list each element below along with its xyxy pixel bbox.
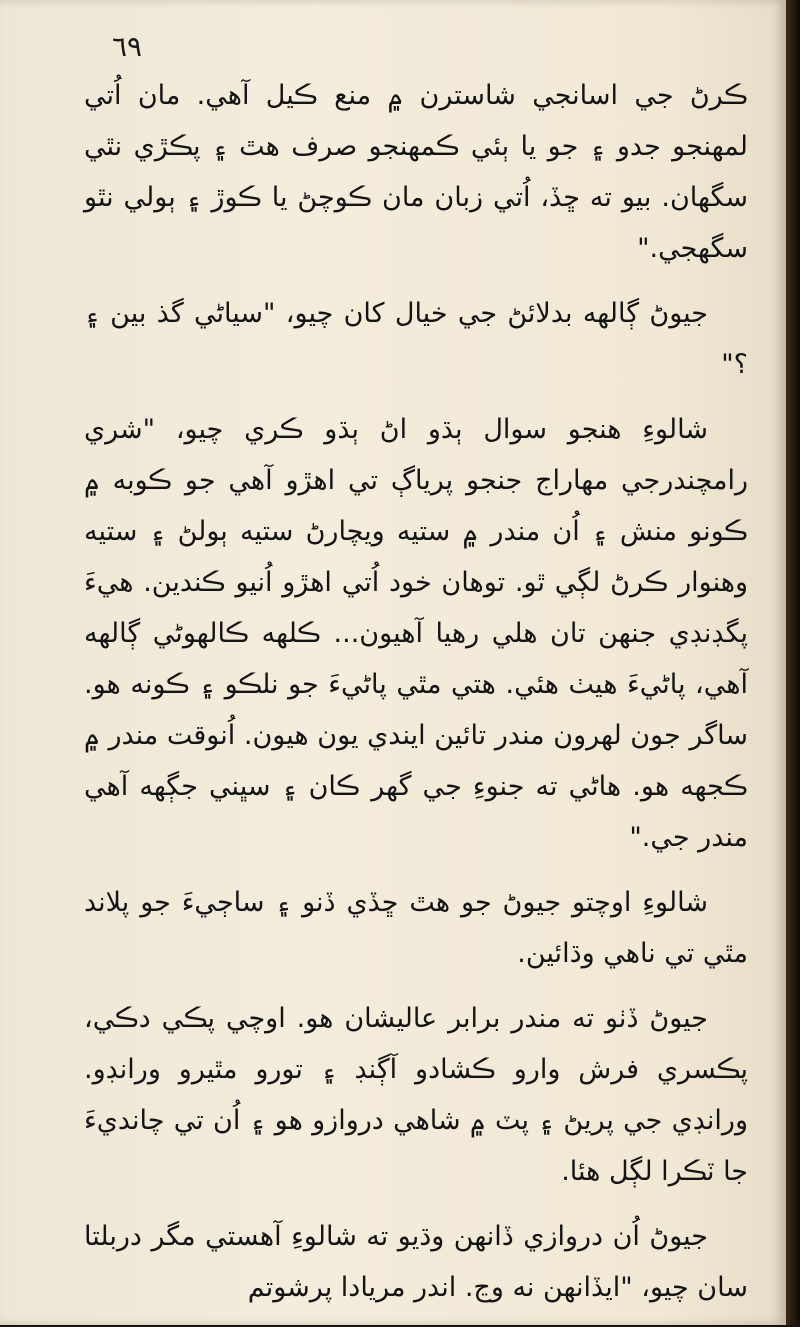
page-number: ٦٩: [112, 30, 143, 63]
paragraph-2: جيوڻ ڳالهه بدلائڻ جي خيال کان چيو، "سياڻي گذ بين ۽ ؟": [84, 298, 748, 380]
paragraph-5: جيوڻ ڏٺو ته مندر برابر عاليشان هو. اوچي پڪي دڪي، پڪسري فرش وارو ڪشادو آڳنڊ ۽ تورو مٿيرو ورانڊو. ورانڊي جي پريڻ ۽ پٽ ۾ شاهي دروازو هو ۽ اُن تي چانديءَ جا ٽڪرا لڳل هئا.: [84, 1003, 748, 1187]
paragraph-1: ڪرڻ جي اسانجي شاسترن ۾ منع ڪيل آهي. مان اُتي لمهنجو جدو ۽ جو يا ٻئي ڪمهنجو صرف هٿ ۽ پڪڙي نٿي سگهان. بيو ته ڇڏ، اُتي زبان مان ڪوچڻ يا ڪوڙ ۽ ٻولي نٿو سگهجي.": [84, 80, 748, 264]
paragraph-6: جيوڻ اُن دروازي ڏانهن وڌيو ته شالوءِ آهستي مگر دربلتا سان چيو، "ايڏانهن نه وڃ. اندر مريادا پرشوتم: [84, 1221, 748, 1303]
paragraph-4: شالوءِ اوچتو جيوڻ جو هٿ ڇڏي ڏنو ۽ ساڄيءَ جو پلاند مٿي تي ناهي وڌائين.: [84, 887, 748, 969]
body-text: [84, 70, 748, 1327]
paragraph-3: شالوءِ هنجو سوال ٻڌو اڻ ٻڌو ڪري چيو، "شري رامچندرجي مهاراج جنجو پرياڳ تي اهڙو آهي جو ڪوبه ۾ ڪونو منش ۽ اُن مندر ۾ ستيه ويچارڻ ستيه ٻولڻ ۽ ستيه وهنوار ڪرڻ لڳي ٿو. توهان خود اُتي اهڙو اُنيو ڪندين. هيءَ پگڊنڊي جنهن تان هلي رهيا آهيون... ڪلهه ڪالهوڻي ڳالهه آهي، پاڻيءَ هيٺ هئي. هتي مٿي پاڻيءَ جو نلڪو ۽ ڪونه هو. ساگر جون لهرون مندر تائين ايندي يون هيون. اُنوقت مندر ۾ ڪجهه هو. هاڻي ته جنوءِ جي گهر ڪان ۽ سڀني جڳهه آهي مندر جي.": [84, 414, 748, 853]
book-spine: [786, 0, 800, 1325]
